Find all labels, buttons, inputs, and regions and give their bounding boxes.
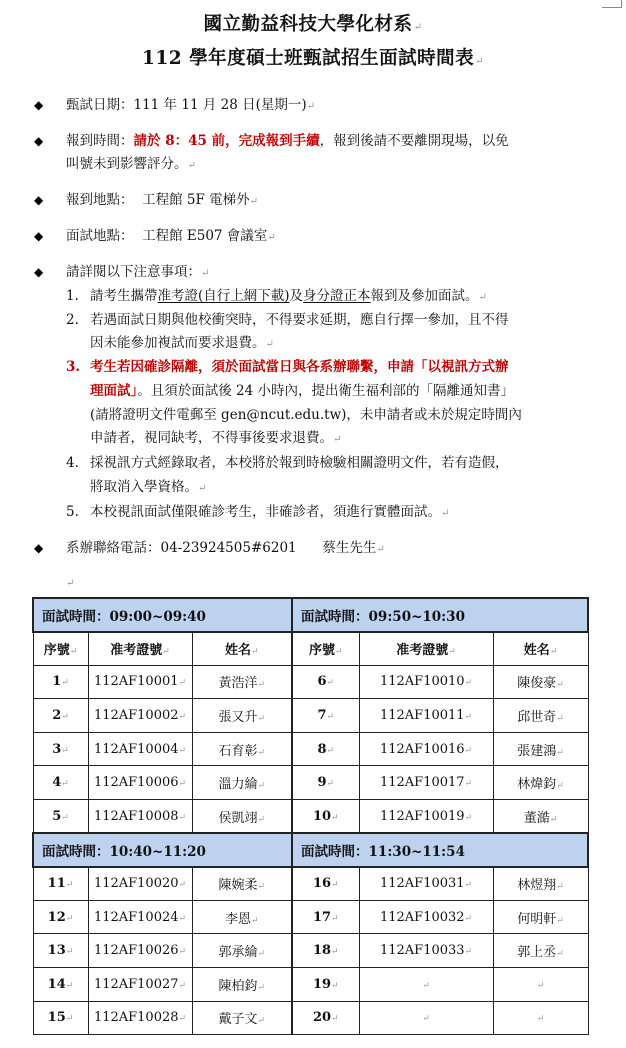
ticket-cell: 112AF10027↵	[88, 968, 192, 1002]
note-number: 5.	[66, 504, 79, 520]
ticket-cell: 112AF10001↵	[88, 665, 192, 699]
name-cell: 邱世奇↵	[493, 699, 588, 733]
seq-cell: 18↵	[292, 934, 359, 968]
seq-cell: 20↵	[292, 1001, 359, 1035]
name-cell: 李恩↵	[192, 900, 292, 934]
session-header-row	[33, 598, 588, 632]
name-cell: 陳婉柔↵	[192, 867, 292, 901]
session-time-header: 面試時間：09:50~10:30	[292, 598, 588, 632]
col-name-header: 姓名↵	[493, 632, 588, 666]
page-corner-mark	[602, 0, 622, 8]
doc-title-school: 國立勤益科技大學化材系↵	[203, 14, 423, 35]
ticket-cell: 112AF10032↵	[359, 900, 493, 934]
name-cell: 陳柏鈞↵	[192, 968, 292, 1002]
exam-date-line: 甄試日期：111 年 11 月 28 日(星期一)↵	[66, 97, 316, 113]
seq-cell: 6↵	[292, 665, 359, 699]
checkin-time-line: 報到時間：請於 8：45 前，完成報到手續，報到後請不要離開現場，以免	[66, 133, 509, 149]
seq-cell: 11↵	[33, 867, 88, 901]
seq-cell: 17↵	[292, 900, 359, 934]
note-3-line-3: (請將證明文件電郵至 gen@ncut.edu.tw)，未申請者或未於規定時間內	[90, 407, 522, 423]
note-number: 3.	[66, 359, 81, 375]
name-cell: 陳俊豪↵	[493, 665, 588, 699]
name-cell: 侯凱翊↵	[192, 800, 292, 834]
col-name-header: 姓名↵	[192, 632, 292, 666]
seq-cell: 1↵	[33, 665, 88, 699]
note-number: 2.	[66, 312, 79, 328]
name-cell: 何明軒↵	[493, 900, 588, 934]
session-header-row	[33, 833, 588, 867]
name-cell: 石育彰↵	[192, 732, 292, 766]
seq-cell: 16↵	[292, 867, 359, 901]
name-cell: ↵	[493, 1001, 588, 1035]
name-cell: 溫力綸↵	[192, 766, 292, 800]
note-4: 採視訊方式經錄取者，本校將於報到時檢驗相關證明文件，若有造假，	[90, 455, 509, 471]
seq-cell: 7↵	[292, 699, 359, 733]
seq-cell: 13↵	[33, 934, 88, 968]
note-4-line-2: 將取消入學資格。↵	[90, 479, 207, 495]
session-time-header: 面試時間：11:30~11:54	[292, 833, 588, 867]
ticket-cell: 112AF10024↵	[88, 900, 192, 934]
note-1: 請考生攜帶准考證(自行上網下載)及身分證正本報到及參加面試。↵	[90, 288, 487, 304]
session-time-header: 面試時間：09:00~09:40	[33, 598, 292, 632]
seq-cell: 4↵	[33, 766, 88, 800]
checkin-time-line-2: 叫號未到影響評分。↵	[66, 156, 196, 172]
name-cell: 戴子文↵	[192, 1001, 292, 1035]
ticket-cell: 112AF10002↵	[88, 699, 192, 733]
ticket-cell: 112AF10028↵	[88, 1001, 192, 1035]
seq-cell: 9↵	[292, 766, 359, 800]
name-cell: 張又升↵	[192, 699, 292, 733]
bullet-diamond-icon: ◆	[34, 541, 44, 555]
empty-paragraph: ↵	[66, 578, 75, 589]
table-row	[33, 1001, 588, 1035]
ticket-cell: 112AF10011↵	[359, 699, 493, 733]
bullet-diamond-icon: ◆	[34, 193, 44, 207]
ticket-cell: 112AF10026↵	[88, 934, 192, 968]
table-row	[33, 934, 588, 968]
note-2-line-2: 因未能參加複試而要求退費。↵	[90, 335, 274, 351]
note-3-line-2: 理面試」。且須於面試後 24 小時內，提出衛生福利部的「隔離通知書」	[90, 383, 515, 399]
table-row	[33, 766, 588, 800]
bullet-diamond-icon: ◆	[34, 98, 44, 112]
name-cell: ↵	[493, 968, 588, 1002]
name-cell: 林煒鈞↵	[493, 766, 588, 800]
ticket-cell: 112AF10008↵	[88, 800, 192, 834]
column-header-row	[33, 632, 588, 666]
name-cell: 郭承綸↵	[192, 934, 292, 968]
seq-cell: 10↵	[292, 800, 359, 834]
checkin-place-line: 報到地點： 工程館 5F 電梯外↵	[66, 192, 259, 208]
table-row	[33, 968, 588, 1002]
ticket-cell: 112AF10019↵	[359, 800, 493, 834]
seq-cell: 14↵	[33, 968, 88, 1002]
ticket-cell: 112AF10031↵	[359, 867, 493, 901]
name-cell: 林煜翔↵	[493, 867, 588, 901]
table-row	[33, 732, 588, 766]
ticket-cell: 112AF10033↵	[359, 934, 493, 968]
ticket-cell: ↵	[359, 968, 493, 1002]
interview-schedule-table	[32, 597, 589, 1035]
bullet-diamond-icon: ◆	[34, 265, 44, 279]
col-seq-header: 序號↵	[292, 632, 359, 666]
ticket-cell: 112AF10010↵	[359, 665, 493, 699]
note-number: 1.	[66, 288, 79, 304]
seq-cell: 5↵	[33, 800, 88, 834]
note-3: 考生若因確診隔離，須於面試當日與各系辦聯繫，申請「以視訊方式辦	[90, 359, 509, 375]
name-cell: 張建鴻↵	[493, 732, 588, 766]
seq-cell: 8↵	[292, 732, 359, 766]
ticket-cell: 112AF10004↵	[88, 732, 192, 766]
seq-cell: 19↵	[292, 968, 359, 1002]
interview-place-line: 面試地點： 工程館 E507 會議室↵	[66, 228, 276, 244]
seq-cell: 12↵	[33, 900, 88, 934]
col-ticket-header: 准考證號↵	[88, 632, 192, 666]
col-ticket-header: 准考證號↵	[359, 632, 493, 666]
table-row	[33, 665, 588, 699]
note-number: 4.	[66, 455, 79, 471]
table-row	[33, 867, 588, 901]
seq-cell: 15↵	[33, 1001, 88, 1035]
note-5: 本校視訊面試僅限確診考生，非確診者，須進行實體面試。↵	[90, 504, 450, 520]
ticket-cell: ↵	[359, 1001, 493, 1035]
table-row	[33, 800, 588, 834]
col-seq-header: 序號↵	[33, 632, 88, 666]
ticket-cell: 112AF10017↵	[359, 766, 493, 800]
seq-cell: 2↵	[33, 699, 88, 733]
bullet-diamond-icon: ◆	[34, 229, 44, 243]
table-row	[33, 699, 588, 733]
table-row	[33, 900, 588, 934]
session-time-header: 面試時間：10:40~11:20	[33, 833, 292, 867]
note-2: 若遇面試日期與他校衝突時，不得要求延期，應自行擇一參加，且不得	[90, 312, 509, 328]
seq-cell: 3↵	[33, 732, 88, 766]
name-cell: 黃浩洋↵	[192, 665, 292, 699]
ticket-cell: 112AF10006↵	[88, 766, 192, 800]
bullet-diamond-icon: ◆	[34, 134, 44, 148]
name-cell: 董澔↵	[493, 800, 588, 834]
note-3-line-4: 申請者，視同缺考，不得事後要求退費。↵	[90, 430, 342, 446]
contact-line: 系辦聯絡電話：04-23924505#6201 蔡生先生↵	[66, 540, 385, 556]
ticket-cell: 112AF10020↵	[88, 867, 192, 901]
ticket-cell: 112AF10016↵	[359, 732, 493, 766]
doc-title-schedule: 112 學年度碩士班甄試招生面試時間表↵	[142, 48, 484, 69]
notes-heading: 請詳閱以下注意事項：↵	[66, 264, 210, 280]
name-cell: 郭上丞↵	[493, 934, 588, 968]
